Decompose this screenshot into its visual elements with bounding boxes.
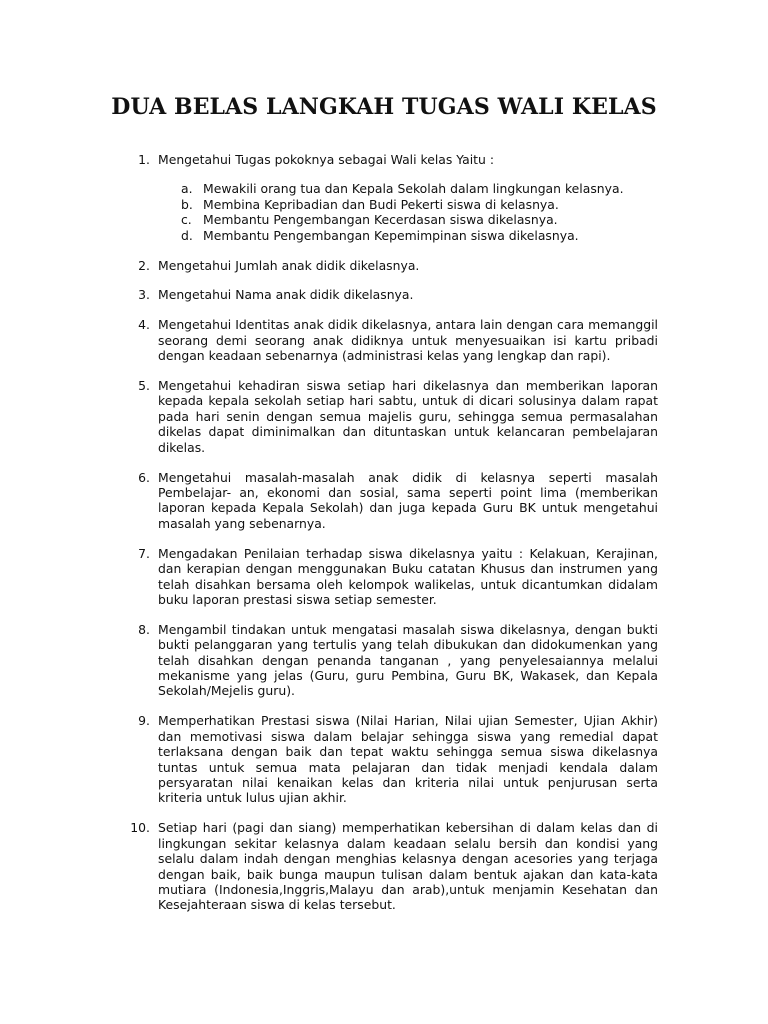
sub-item-letter: a.: [181, 181, 193, 197]
document-title: DUA BELAS LANGKAH TUGAS WALI KELAS: [111, 94, 657, 120]
sub-item-text: Mewakili orang tua dan Kepala Sekolah dalam lingkungan kelasnya.: [203, 181, 624, 197]
item-number: 5.: [138, 378, 150, 394]
item-number: 1.: [138, 152, 150, 167]
sub-item-text: Membantu Pengembangan Kecerdasan siswa dikelasnya.: [203, 212, 558, 228]
item-number: 7.: [138, 545, 150, 561]
task-list: [112, 152, 658, 927]
list-item: [112, 713, 658, 805]
item-number: 2.: [138, 257, 150, 273]
item-text: Mengetahui Identitas anak didik dikelasnya, antara lain dengan cara memanggil seorang demi seorang anak didiknya untuk menyesuaikan isi kartu pribadi dengan keadaan sebenarnya (administrasi kelas yang lengkap dan rapi).: [158, 317, 658, 364]
sub-item-letter: b.: [181, 196, 193, 212]
item-text: Setiap hari (pagi dan siang) memperhatikan kebersihan di dalam kelas dan di lingkungan sekitar kelasnya dalam keadaan selalu bersih dan kondisi yang selalu dalam indah dengan menghias kelasnya dengan acesories yang terjaga dengan baik, baik bunga maupun tulisan dalam bentuk ajakan dan kata-kata mutiara (Indonesia,Inggris,Malayu dan arab),untuk menjamin Kesehatan dan Kesejahteraan siswa di kelas tersebut.: [158, 820, 658, 913]
item-text: Mengetahui Tugas pokoknya sebagai Wali kelas Yaitu :: [158, 152, 494, 167]
item-number: 4.: [138, 317, 150, 333]
sub-list-item: [158, 181, 658, 196]
list-item: [112, 378, 658, 455]
item-number: 3.: [138, 287, 150, 303]
list-item: [112, 622, 658, 699]
item-text: Mengadakan Penilaian terhadap siswa dikelasnya yaitu : Kelakuan, Kerajinan, dan kerapian dengan menggunakan Buku catatan Khusus dan instrumen yang telah disahkan bersama oleh kelompok walikelas, untuk dicantumkan didalam buku laporan prestasi siswa setiap semester.: [158, 545, 658, 607]
item-text: Mengetahui Jumlah anak didik dikelasnya.: [158, 257, 420, 273]
sub-list-item: [158, 197, 658, 212]
item-text: Mengambil tindakan untuk mengatasi masalah siswa dikelasnya, dengan bukti bukti pelanggaran yang tertulis yang telah dibukukan dan didokumenkan yang telah disahkan dengan penanda tanganan , yang penyelesaiannya melalui mekanisme yang jelas (Guru, guru Pembina, Guru BK, Wakasek, dan Kepala Sekolah/Mejelis guru).: [158, 621, 658, 699]
list-item: [112, 820, 658, 912]
item-text: Memperhatikan Prestasi siswa (Nilai Harian, Nilai ujian Semester, Ujian Akhir) dan memotivasi siswa dalam belajar sehingga siswa yang remedial dapat terlaksana dengan baik dan tepat waktu sehingga semua siswa dikelasnya tuntas untuk semua mata pelajaran dan tidak menjadi kendala dalam persyaratan nilai kenaikan kelas dan kriteria nilai untuk penjurusan serta kriteria untuk lulus ujian akhir.: [158, 713, 658, 806]
list-item: [112, 470, 658, 532]
list-item: [112, 152, 658, 243]
sub-item-text: Membantu Pengembangan Kepemimpinan siswa dikelasnya.: [203, 227, 579, 243]
item-text: Mengetahui masalah-masalah anak didik di kelasnya seperti masalah Pembelajar- an, ekonomi dan sosial, sama seperti point lima (memberikan laporan kepada Kepala Sekolah) dan juga kepada Guru BK untuk mengetahui masalah yang sebenarnya.: [158, 469, 658, 531]
item-text: Mengetahui kehadiran siswa setiap hari dikelasnya dan memberikan laporan kepada kepala sekolah setiap hari sabtu, untuk di dicari solusinya dalam rapat pada hari senin dengan semua majelis guru, sehingga semua permasalahan dikelas dapat diminimalkan dan dituntaskan untuk kelancaran pembelajaran dikelas.: [158, 378, 658, 455]
sub-list: [158, 181, 658, 243]
sub-list-item: [158, 212, 658, 227]
list-item: [112, 317, 658, 363]
item-number: 9.: [138, 713, 150, 729]
item-number: 6.: [138, 469, 150, 485]
item-text: Mengetahui Nama anak didik dikelasnya.: [158, 287, 414, 303]
item-number: 10.: [130, 820, 150, 836]
sub-list-item: [158, 228, 658, 243]
list-item: [112, 546, 658, 608]
sub-item-letter: d.: [181, 227, 193, 243]
list-item: [112, 287, 658, 302]
sub-item-letter: c.: [181, 212, 192, 228]
sub-item-text: Membina Kepribadian dan Budi Pekerti siswa di kelasnya.: [203, 196, 559, 212]
item-number: 8.: [138, 621, 150, 637]
list-item: [112, 258, 658, 273]
